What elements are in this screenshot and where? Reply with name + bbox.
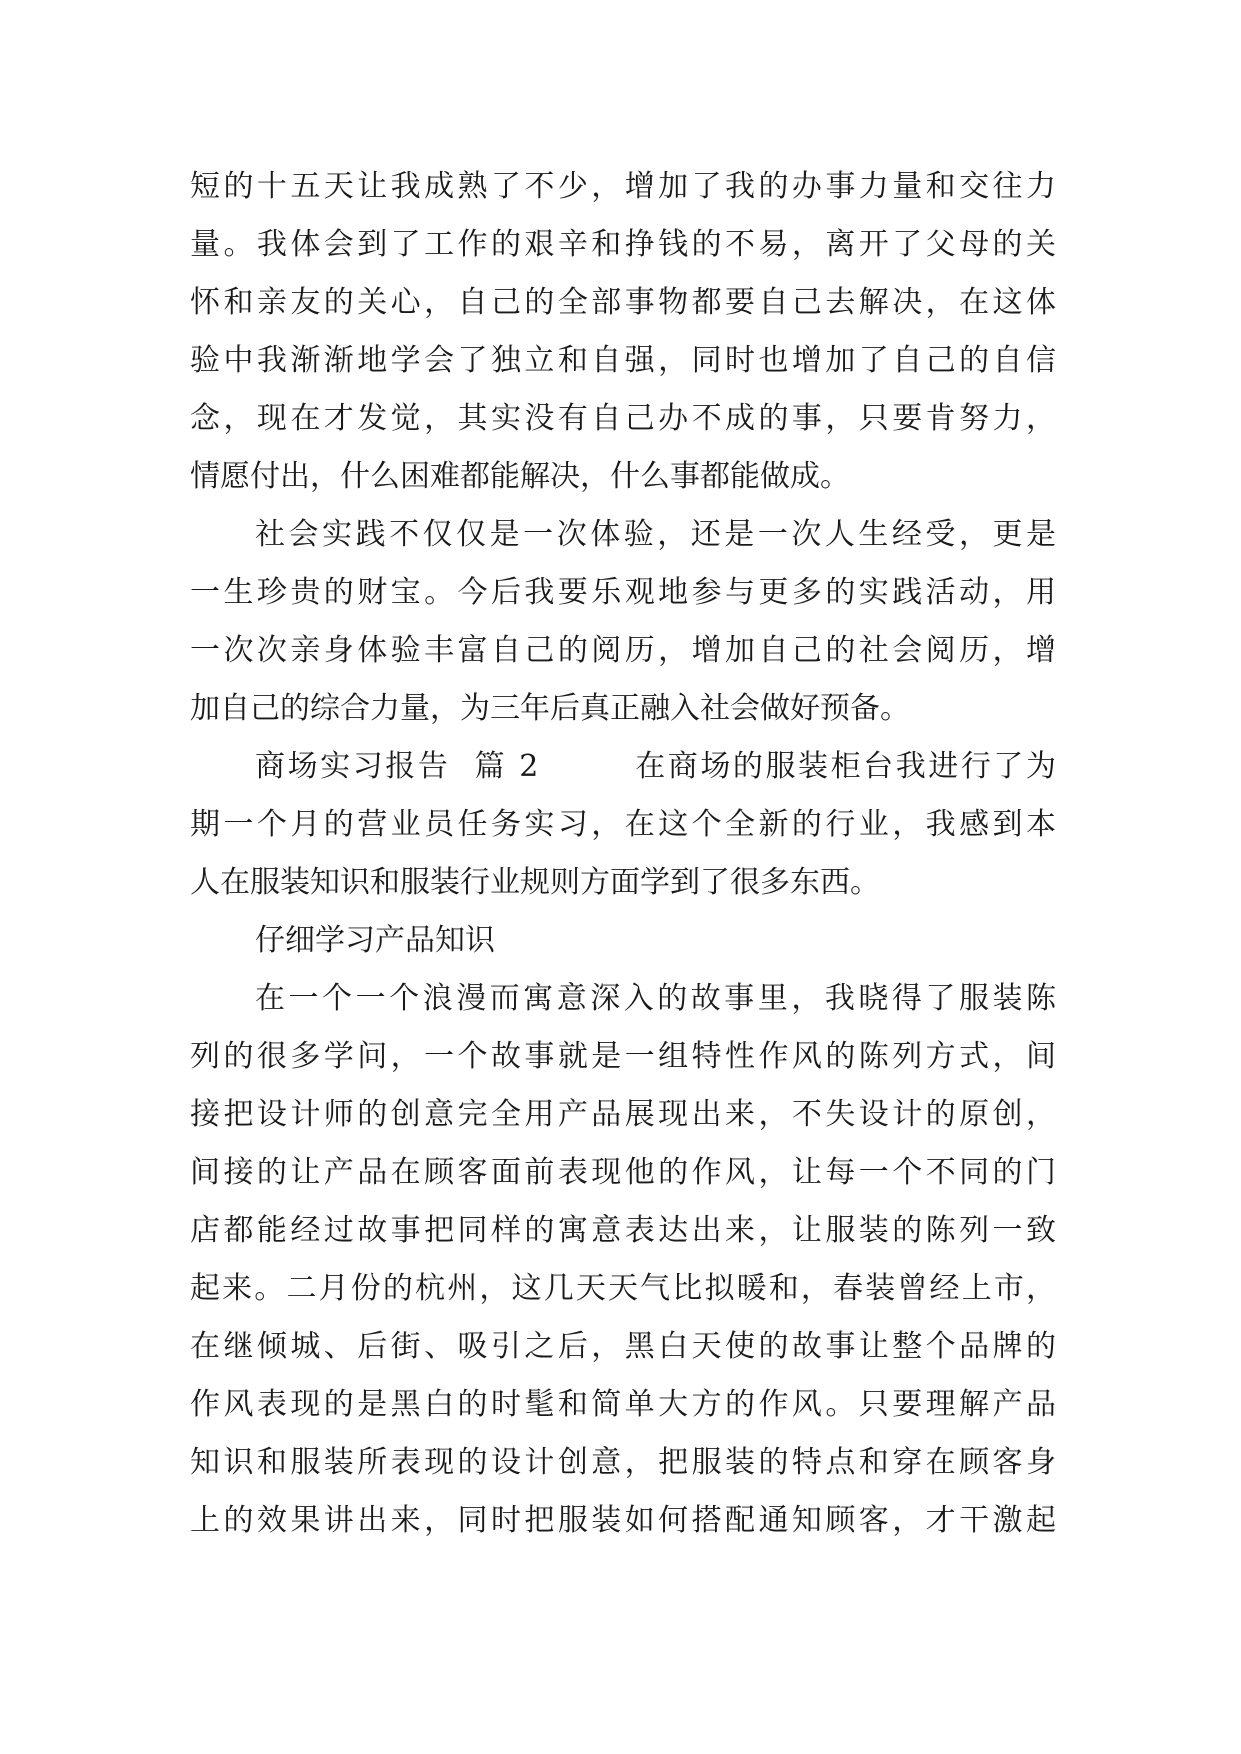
text-line: 验中我渐渐地学会了独立和自强，同时也增加了自己的自信: [190, 343, 1056, 378]
text-line: 加自己的综合力量，为三年后真正融入社会做好预备。: [190, 691, 910, 726]
subheading: 仔细学习产品知识: [255, 923, 495, 958]
paragraph-first-line: 社会实践不仅仅是一次体验，还是一次人生经受，更是: [255, 517, 1056, 552]
text-line: 知识和服装所表现的设计创意，把服装的特点和穿在顾客身: [190, 1445, 1056, 1480]
text-line: 量。我体会到了工作的艰辛和挣钱的不易，离开了父母的关: [190, 227, 1056, 262]
text-line: 接把设计师的创意完全用产品展现出来，不失设计的原创，: [190, 1097, 1056, 1132]
text-line: 念，现在才发觉，其实没有自己办不成的事，只要肯努力，: [190, 401, 1056, 436]
text-line: 短的十五天让我成熟了不少，增加了我的办事力量和交往力: [190, 169, 1056, 204]
text-line: 怀和亲友的关心，自己的全部事物都要自己去解决，在这体: [190, 285, 1056, 320]
text-line: 作风表现的是黑白的时髦和简单大方的作风。只要理解产品: [190, 1387, 1056, 1422]
text-line: 人在服装知识和服装行业规则方面学到了很多东西。: [190, 865, 880, 900]
text-line: 起来。二月份的杭州，这几天天气比拟暖和，春装曾经上市，: [190, 1271, 1056, 1306]
text-line: 间接的让产品在顾客面前表现他的作风，让每一个不同的门: [190, 1155, 1056, 1190]
text-line: 一次次亲身体验丰富自己的阅历，增加自己的社会阅历，增: [190, 633, 1056, 668]
paragraph-first-line: 在一个一个浪漫而寓意深入的故事里，我晓得了服装陈: [255, 981, 1056, 1016]
section-heading-line: 商场实习报告 篇 2 在商场的服装柜台我进行了为: [255, 749, 1056, 784]
text-line: 列的很多学问，一个故事就是一组特性作风的陈列方式，间: [190, 1039, 1056, 1074]
text-line: 情愿付出，什么困难都能解决，什么事都能做成。: [190, 459, 850, 494]
text-line: 上的效果讲出来，同时把服装如何搭配通知顾客，才干激起: [190, 1503, 1056, 1538]
text-line: 在继倾城、后街、吸引之后，黑白天使的故事让整个品牌的: [190, 1329, 1056, 1364]
text-line: 期一个月的营业员任务实习，在这个全新的行业，我感到本: [190, 807, 1056, 842]
text-line: 店都能经过故事把同样的寓意表达出来，让服装的陈列一致: [190, 1213, 1056, 1248]
text-line: 一生珍贵的财宝。今后我要乐观地参与更多的实践活动，用: [190, 575, 1056, 610]
